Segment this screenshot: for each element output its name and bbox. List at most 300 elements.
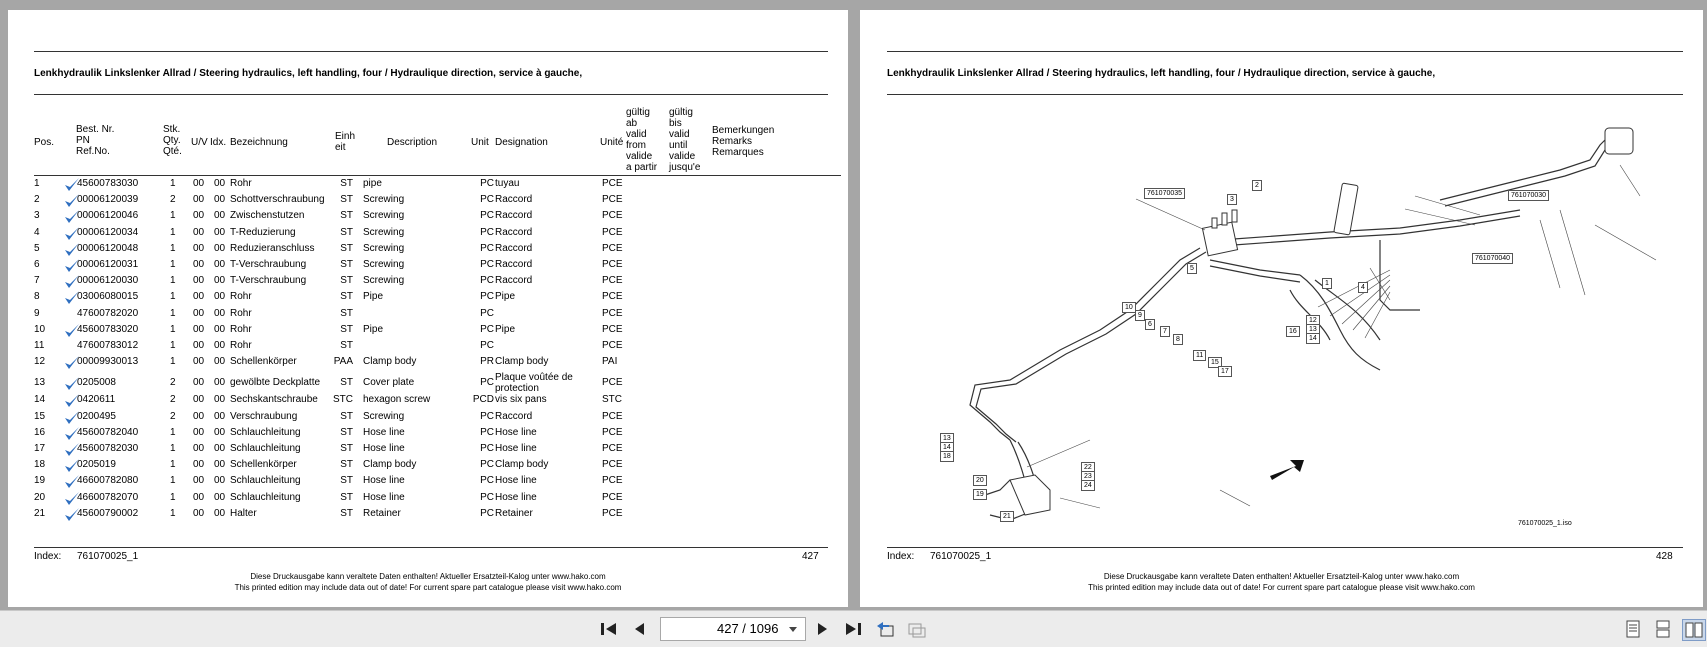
chevron-down-icon bbox=[789, 627, 797, 632]
callout-number: 5 bbox=[1187, 263, 1197, 274]
cell-description: Screwing bbox=[363, 242, 405, 254]
check-icon bbox=[64, 258, 80, 274]
cell-pos: 5 bbox=[34, 242, 40, 254]
cell-unit: PC bbox=[480, 410, 494, 422]
cell-pos: 14 bbox=[34, 394, 46, 406]
cell-uv: 00 bbox=[193, 426, 205, 438]
cell-designation: Pipe bbox=[495, 323, 516, 335]
check-icon bbox=[64, 177, 80, 193]
header-desc: Description bbox=[387, 137, 438, 148]
cell-idx: 00 bbox=[214, 394, 226, 406]
cell-bezeichnung: Rohr bbox=[230, 291, 252, 303]
callout-number: 14 bbox=[1306, 333, 1320, 344]
cell-idx: 00 bbox=[214, 340, 226, 351]
cell-description: Cover plate bbox=[363, 377, 415, 389]
cell-pos: 10 bbox=[34, 323, 46, 335]
direction-arrow bbox=[1270, 460, 1304, 480]
cell-einheit: ST bbox=[340, 307, 353, 319]
header-idx: Idx. bbox=[210, 137, 227, 148]
cell-description: Hose line bbox=[363, 426, 405, 438]
right-page bbox=[860, 10, 1703, 607]
cell-uv: 00 bbox=[193, 178, 205, 189]
index-label: Index: bbox=[887, 551, 915, 562]
callout-number: 14 bbox=[940, 442, 954, 453]
cell-qty: 1 bbox=[170, 323, 176, 335]
cell-part-number: 00006120034 bbox=[77, 226, 139, 238]
check-icon bbox=[64, 226, 80, 242]
cell-qty: 1 bbox=[170, 210, 176, 222]
cell-uv: 00 bbox=[193, 323, 205, 335]
two-page-view-button[interactable] bbox=[1682, 619, 1706, 641]
cell-idx: 00 bbox=[214, 194, 226, 206]
cell-uv: 00 bbox=[193, 507, 205, 519]
cell-einheit: ST bbox=[340, 491, 353, 503]
first-page-button[interactable] bbox=[598, 619, 620, 639]
cell-unite: PCE bbox=[602, 459, 623, 471]
cell-einheit: ST bbox=[340, 377, 353, 389]
cell-pos: 21 bbox=[34, 507, 46, 519]
page-indicator: 427 / 1096 bbox=[717, 621, 779, 636]
cell-einheit: ST bbox=[340, 410, 353, 422]
cell-unit: PC bbox=[480, 210, 494, 222]
cell-uv: 00 bbox=[193, 259, 205, 270]
cell-part-number: 47600783012 bbox=[77, 340, 139, 351]
cell-description: Clamp body bbox=[363, 459, 417, 471]
cell-einheit: ST bbox=[340, 291, 353, 303]
cell-unite: PCE bbox=[602, 443, 623, 454]
check-icon bbox=[64, 474, 80, 490]
cell-idx: 00 bbox=[214, 291, 226, 303]
cell-einheit: ST bbox=[340, 459, 353, 471]
header-valid-until: gültig bis valid until valide jusqu'e bbox=[669, 107, 701, 173]
cell-unit: PC bbox=[480, 275, 494, 287]
cell-uv: 00 bbox=[193, 459, 205, 471]
cell-unit: PC bbox=[480, 426, 494, 438]
cell-bezeichnung: Sechskantschraube bbox=[230, 394, 318, 406]
cell-idx: 00 bbox=[214, 226, 226, 238]
check-icon bbox=[64, 491, 80, 507]
cell-qty: 2 bbox=[170, 377, 176, 389]
disclaimer-de: Diese Druckausgabe kann veraltete Daten enthalten! Aktueller Ersatzteil-Kalog unter www.hako.com bbox=[250, 572, 606, 581]
check-icon bbox=[64, 442, 80, 458]
check-icon bbox=[64, 426, 80, 442]
cell-unite: PCE bbox=[602, 291, 623, 303]
cell-pos: 19 bbox=[34, 475, 46, 487]
cell-part-number: 00009930013 bbox=[77, 356, 139, 368]
cell-uv: 00 bbox=[193, 491, 205, 503]
index-rule bbox=[34, 547, 828, 548]
check-icon bbox=[64, 376, 80, 392]
cell-description: Hose line bbox=[363, 491, 405, 503]
cell-part-number: 00006120030 bbox=[77, 275, 139, 287]
cell-idx: 00 bbox=[214, 507, 226, 519]
cell-unite: PCE bbox=[602, 323, 623, 335]
cell-pos: 9 bbox=[34, 307, 40, 319]
cell-designation: Raccord bbox=[495, 194, 533, 206]
header-bez: Bezeichnung bbox=[230, 137, 288, 148]
cell-unit: PC bbox=[480, 259, 494, 270]
cell-qty: 1 bbox=[170, 340, 176, 351]
cell-qty: 1 bbox=[170, 459, 176, 471]
cell-qty: 1 bbox=[170, 226, 176, 238]
cell-bezeichnung: T-Reduzierung bbox=[230, 226, 296, 238]
cell-einheit: ST bbox=[340, 426, 353, 438]
cell-idx: 00 bbox=[214, 491, 226, 503]
forward-view-icon bbox=[907, 620, 927, 638]
check-icon bbox=[64, 410, 80, 426]
cell-designation: Raccord bbox=[495, 226, 533, 238]
check-icon bbox=[64, 209, 80, 225]
cell-qty: 2 bbox=[170, 194, 176, 206]
header-rule bbox=[34, 175, 841, 176]
first-page-icon bbox=[600, 621, 618, 637]
cell-part-number: 45600782040 bbox=[77, 426, 139, 438]
cell-unite: PCE bbox=[602, 194, 623, 206]
cell-part-number: 00006120048 bbox=[77, 242, 139, 254]
cell-einheit: ST bbox=[340, 194, 353, 206]
cell-part-number: 45600782030 bbox=[77, 443, 139, 454]
cell-einheit: ST bbox=[340, 323, 353, 335]
previous-page-icon bbox=[632, 621, 646, 637]
callout-number: 17 bbox=[1218, 366, 1232, 377]
check-icon bbox=[64, 193, 80, 209]
cell-idx: 00 bbox=[214, 426, 226, 438]
cell-designation: vis six pans bbox=[495, 394, 547, 406]
cell-qty: 1 bbox=[170, 426, 176, 438]
cell-designation: Raccord bbox=[495, 242, 533, 254]
title-rule bbox=[34, 94, 828, 95]
cell-bezeichnung: Rohr bbox=[230, 323, 252, 335]
callout-number: 8 bbox=[1173, 334, 1183, 345]
callout-number: 4 bbox=[1358, 282, 1368, 293]
cell-idx: 00 bbox=[214, 307, 226, 319]
check-icon bbox=[64, 393, 80, 409]
cell-bezeichnung: Schellenkörper bbox=[230, 459, 297, 471]
callout-number: 24 bbox=[1081, 480, 1095, 491]
cell-bezeichnung: Halter bbox=[230, 507, 257, 519]
cell-qty: 2 bbox=[170, 394, 176, 406]
cell-pos: 4 bbox=[34, 226, 40, 238]
cell-qty: 1 bbox=[170, 307, 176, 319]
cell-unit: PC bbox=[480, 194, 494, 206]
cell-part-number: 45600783020 bbox=[77, 323, 139, 335]
cell-unit: PC bbox=[480, 377, 494, 389]
cell-pos: 8 bbox=[34, 291, 40, 303]
callout-number: 9 bbox=[1135, 310, 1145, 321]
cell-bezeichnung: T-Verschraubung bbox=[230, 259, 307, 270]
cell-part-number: 0420611 bbox=[77, 394, 116, 406]
cell-unit: PCD bbox=[472, 394, 494, 406]
forward-view-button[interactable] bbox=[906, 619, 928, 639]
callout-number: 22 bbox=[1081, 462, 1095, 473]
header-unit: Unit bbox=[471, 137, 489, 148]
cell-uv: 00 bbox=[193, 475, 205, 487]
cell-qty: 1 bbox=[170, 507, 176, 519]
cell-pos: 16 bbox=[34, 426, 46, 438]
cell-bezeichnung: Schottverschraubung bbox=[230, 194, 325, 206]
cell-einheit: ST bbox=[340, 259, 353, 270]
cell-qty: 1 bbox=[170, 443, 176, 454]
header-designation: Designation bbox=[495, 137, 548, 148]
page-number-input[interactable] bbox=[660, 617, 806, 641]
back-view-button[interactable] bbox=[874, 619, 896, 639]
cell-einheit: ST bbox=[340, 226, 353, 238]
cell-idx: 00 bbox=[214, 410, 226, 422]
cell-description: pipe bbox=[363, 178, 382, 189]
cell-part-number: 0200495 bbox=[77, 410, 116, 422]
callout-number: 23 bbox=[1081, 471, 1095, 482]
cell-designation: Hose line bbox=[495, 491, 537, 503]
cell-unit: PC bbox=[480, 475, 494, 487]
header-best: Best. Nr. PN Ref.No. bbox=[76, 124, 115, 157]
callout-number: 2 bbox=[1252, 180, 1262, 191]
cell-bezeichnung: Schlauchleitung bbox=[230, 426, 301, 438]
cell-description: Screwing bbox=[363, 259, 405, 270]
cell-designation: Hose line bbox=[495, 475, 537, 487]
callout-number: 3 bbox=[1227, 194, 1237, 205]
cell-part-number: 46600782070 bbox=[77, 491, 139, 503]
cell-description: Hose line bbox=[363, 443, 405, 454]
header-unite: Unité bbox=[600, 137, 624, 148]
cell-unit: PC bbox=[480, 491, 494, 503]
section-title: Lenkhydraulik Linkslenker Allrad / Steering hydraulics, left handling, four / Hydraulique direction, service à gauche, bbox=[34, 68, 583, 79]
next-page-button[interactable] bbox=[812, 619, 834, 639]
cell-qty: 1 bbox=[170, 259, 176, 270]
header-valid-from: gültig ab valid from valide a partir bbox=[626, 107, 658, 173]
cell-unite: PCE bbox=[602, 275, 623, 287]
cell-idx: 00 bbox=[214, 459, 226, 471]
cell-unite: PCE bbox=[602, 226, 623, 238]
cell-designation: Raccord bbox=[495, 259, 533, 270]
cell-part-number: 46600782080 bbox=[77, 475, 139, 487]
cell-pos: 7 bbox=[34, 275, 40, 287]
callout-number: 13 bbox=[940, 433, 954, 444]
previous-page-button[interactable] bbox=[628, 619, 650, 639]
cell-designation: Raccord bbox=[495, 410, 533, 422]
cell-part-number: 45600790002 bbox=[77, 507, 139, 519]
cell-idx: 00 bbox=[214, 275, 226, 287]
cell-unit: PC bbox=[480, 307, 494, 319]
cell-uv: 00 bbox=[193, 394, 205, 406]
page-number: 427 bbox=[802, 551, 819, 562]
cell-unite: PCE bbox=[602, 507, 623, 519]
cell-part-number: 45600783030 bbox=[77, 178, 139, 189]
section-title: Lenkhydraulik Linkslenker Allrad / Steering hydraulics, left handling, four / Hydraulique direction, service à gauche, bbox=[887, 68, 1436, 79]
cell-description: Screwing bbox=[363, 226, 405, 238]
cell-bezeichnung: Rohr bbox=[230, 178, 252, 189]
cell-part-number: 00006120046 bbox=[77, 210, 139, 222]
callout-number: 16 bbox=[1286, 326, 1300, 337]
cell-bezeichnung: Verschraubung bbox=[230, 410, 298, 422]
cell-uv: 00 bbox=[193, 194, 205, 206]
cell-idx: 00 bbox=[214, 259, 226, 270]
cell-qty: 1 bbox=[170, 275, 176, 287]
next-page-icon bbox=[816, 621, 830, 637]
check-icon bbox=[64, 290, 80, 306]
ref-label-761070030: 761070030 bbox=[1508, 190, 1549, 201]
cell-part-number: 0205019 bbox=[77, 459, 116, 471]
cell-einheit: STC bbox=[333, 394, 353, 406]
callout-number: 6 bbox=[1145, 319, 1155, 330]
cell-idx: 00 bbox=[214, 356, 226, 368]
cell-description: Screwing bbox=[363, 194, 405, 206]
cell-unite: PCE bbox=[602, 210, 623, 222]
cell-qty: 1 bbox=[170, 178, 176, 189]
cell-uv: 00 bbox=[193, 291, 205, 303]
cell-einheit: ST bbox=[340, 275, 353, 287]
two-page-icon bbox=[1685, 621, 1703, 639]
callout-number: 10 bbox=[1122, 302, 1136, 313]
cell-unit: PR bbox=[480, 356, 494, 368]
callout-number: 13 bbox=[1306, 324, 1320, 335]
cell-unit: PC bbox=[480, 323, 494, 335]
cell-einheit: ST bbox=[340, 475, 353, 487]
header-einh: Einh eit bbox=[335, 131, 356, 153]
cell-designation: Raccord bbox=[495, 210, 533, 222]
check-icon bbox=[64, 323, 80, 339]
cell-idx: 00 bbox=[214, 475, 226, 487]
top-rule bbox=[34, 51, 828, 52]
cell-uv: 00 bbox=[193, 226, 205, 238]
cell-description: Pipe bbox=[363, 323, 384, 335]
cell-bezeichnung: gewölbte Deckplatte bbox=[230, 377, 321, 389]
cell-unit: PC bbox=[480, 340, 494, 351]
viewer-toolbar bbox=[0, 610, 1707, 647]
page-number: 428 bbox=[1656, 551, 1673, 562]
cell-uv: 00 bbox=[193, 242, 205, 254]
cell-unite: PCE bbox=[602, 340, 623, 351]
cell-unite: PCE bbox=[602, 259, 623, 270]
cell-einheit: ST bbox=[340, 242, 353, 254]
cell-unit: PC bbox=[480, 443, 494, 454]
cell-idx: 00 bbox=[214, 443, 226, 454]
cell-unite: PCE bbox=[602, 242, 623, 254]
cell-bezeichnung: Rohr bbox=[230, 340, 252, 351]
cell-designation: Clamp body bbox=[495, 459, 549, 471]
cell-description: Screwing bbox=[363, 410, 405, 422]
cell-qty: 1 bbox=[170, 491, 176, 503]
callout-number: 19 bbox=[973, 489, 987, 500]
cell-uv: 00 bbox=[193, 443, 205, 454]
cell-unite: PCE bbox=[602, 307, 623, 319]
cell-unite: PCE bbox=[602, 475, 623, 487]
cell-qty: 1 bbox=[170, 356, 176, 368]
cell-part-number: 47600782020 bbox=[77, 307, 139, 319]
cell-unit: PC bbox=[480, 459, 494, 471]
cell-bezeichnung: Schlauchleitung bbox=[230, 491, 301, 503]
cell-description: Retainer bbox=[363, 507, 401, 519]
cell-idx: 00 bbox=[214, 242, 226, 254]
cell-pos: 17 bbox=[34, 443, 46, 454]
cell-bezeichnung: Schellenkörper bbox=[230, 356, 297, 368]
last-page-button[interactable] bbox=[842, 619, 864, 639]
cell-pos: 12 bbox=[34, 356, 46, 368]
cell-einheit: ST bbox=[340, 210, 353, 222]
cell-unit: PC bbox=[480, 507, 494, 519]
cell-description: hexagon screw bbox=[363, 394, 431, 406]
cell-unite: PCE bbox=[602, 410, 623, 422]
cell-einheit: ST bbox=[340, 443, 353, 454]
cell-description: Screwing bbox=[363, 210, 405, 222]
disclaimer-de: Diese Druckausgabe kann veraltete Daten enthalten! Aktueller Ersatzteil-Kalog unter www.hako.com bbox=[1103, 572, 1460, 581]
cell-qty: 1 bbox=[170, 475, 176, 487]
cell-description: Clamp body bbox=[363, 356, 417, 368]
cell-bezeichnung: Schlauchleitung bbox=[230, 475, 301, 487]
cell-qty: 2 bbox=[170, 410, 176, 422]
back-view-icon bbox=[875, 620, 895, 638]
callout-number: 21 bbox=[1000, 511, 1014, 522]
cell-bezeichnung: Schlauchleitung bbox=[230, 443, 301, 454]
cell-description: Screwing bbox=[363, 275, 405, 287]
cell-qty: 1 bbox=[170, 242, 176, 254]
cell-idx: 00 bbox=[214, 178, 226, 189]
cell-einheit: ST bbox=[340, 178, 353, 189]
cell-pos: 20 bbox=[34, 491, 46, 503]
cell-pos: 18 bbox=[34, 459, 46, 471]
cell-uv: 00 bbox=[193, 210, 205, 222]
cell-unite: PAI bbox=[602, 356, 618, 368]
cell-description: Pipe bbox=[363, 291, 384, 303]
callout-number: 12 bbox=[1306, 315, 1320, 326]
index-value: 761070025_1 bbox=[77, 551, 139, 562]
cell-idx: 00 bbox=[214, 377, 226, 389]
header-uv: U/V bbox=[191, 137, 208, 148]
cell-unit: PC bbox=[480, 242, 494, 254]
ref-label-761070040: 761070040 bbox=[1472, 253, 1513, 264]
cell-bezeichnung: Zwischenstutzen bbox=[230, 210, 305, 222]
cell-idx: 00 bbox=[214, 210, 226, 222]
callout-number: 20 bbox=[973, 475, 987, 486]
callout-number: 15 bbox=[1208, 357, 1222, 368]
cell-pos: 3 bbox=[34, 210, 40, 222]
index-label: Index: bbox=[34, 551, 62, 562]
cell-einheit: ST bbox=[340, 340, 353, 351]
cell-designation: Plaque voûtée de protection bbox=[495, 372, 573, 395]
cell-unite: STC bbox=[602, 394, 622, 406]
index-rule bbox=[887, 547, 1683, 548]
file-label: 761070025_1.iso bbox=[1518, 520, 1572, 527]
cell-designation: Raccord bbox=[495, 275, 533, 287]
cell-designation: Pipe bbox=[495, 291, 516, 303]
cell-description: Hose line bbox=[363, 475, 405, 487]
cell-unite: PCE bbox=[602, 426, 623, 438]
cell-uv: 00 bbox=[193, 307, 205, 319]
ref-label-761070035: 761070035 bbox=[1144, 188, 1185, 199]
header-stk: Stk. Qty. Qté. bbox=[163, 124, 182, 157]
check-icon bbox=[64, 355, 80, 371]
cell-pos: 2 bbox=[34, 194, 40, 206]
callout-number: 7 bbox=[1160, 326, 1170, 337]
continuous-view-button[interactable] bbox=[1652, 619, 1674, 639]
continuous-page-icon bbox=[1655, 620, 1671, 638]
cell-pos: 15 bbox=[34, 410, 46, 422]
header-remarks: Bemerkungen Remarks Remarques bbox=[712, 125, 775, 158]
cell-part-number: 00006120039 bbox=[77, 194, 139, 206]
disclaimer-en: This printed edition may include data out of date! For current spare part catalogue please visit www.hako.com bbox=[234, 583, 622, 592]
cell-part-number: 00006120031 bbox=[77, 259, 139, 270]
cell-unit: PC bbox=[480, 178, 494, 189]
callout-number: 1 bbox=[1322, 278, 1332, 289]
cell-uv: 00 bbox=[193, 340, 205, 351]
index-value: 761070025_1 bbox=[930, 551, 992, 562]
single-page-view-button[interactable] bbox=[1622, 619, 1644, 639]
check-icon bbox=[64, 507, 80, 523]
cell-bezeichnung: T-Verschraubung bbox=[230, 275, 307, 287]
cell-unite: PCE bbox=[602, 491, 623, 503]
cell-pos: 6 bbox=[34, 259, 40, 270]
single-page-icon bbox=[1625, 620, 1641, 638]
check-icon bbox=[64, 242, 80, 258]
